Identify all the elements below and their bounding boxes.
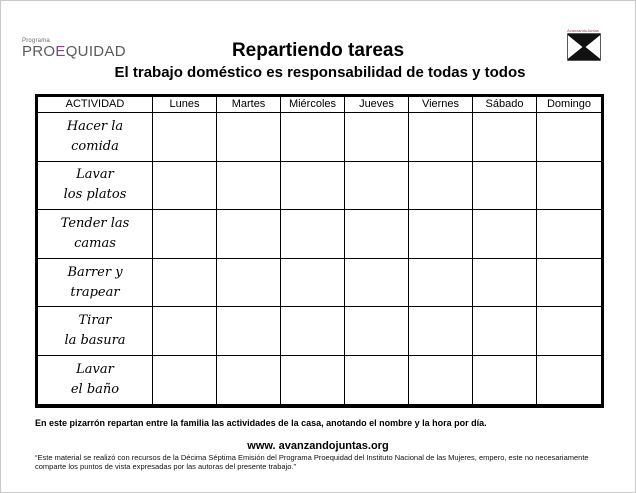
day-cell[interactable] (345, 355, 409, 404)
chores-table (35, 94, 604, 408)
day-cell[interactable] (345, 210, 409, 259)
table-row (37, 307, 603, 356)
activity-cell (37, 258, 153, 307)
day-cell[interactable] (537, 355, 603, 404)
table-row (37, 355, 603, 404)
page-subtitle: El trabajo doméstico es responsabilidad de todas y todos (114, 64, 526, 81)
activity-line: el baño (70, 381, 120, 397)
logo-accent: E (55, 43, 66, 60)
activity-line: la basura (64, 333, 126, 349)
activity-line: los platos (63, 187, 127, 203)
header-miercoles: Miércoles (281, 96, 345, 113)
header-lunes: Lunes (153, 96, 217, 113)
activity-cell (37, 113, 153, 162)
day-cell[interactable] (345, 404, 409, 406)
activity-line: Hacer la (66, 118, 124, 134)
day-cell[interactable] (217, 404, 281, 406)
activity-line: camas (74, 235, 116, 251)
day-cell[interactable] (217, 210, 281, 259)
table-row (37, 404, 603, 406)
activity-line: Lavar (76, 361, 114, 377)
day-cell[interactable] (281, 113, 345, 162)
day-cell[interactable] (537, 210, 603, 259)
day-cell[interactable] (537, 161, 603, 210)
activity-cell (37, 355, 153, 404)
table-row (37, 258, 603, 307)
day-cell[interactable] (217, 161, 281, 210)
activity-cell (37, 161, 153, 210)
activity-line: Tender las (60, 215, 130, 231)
website-link[interactable]: www. avanzandojuntas.org (247, 440, 389, 452)
day-cell[interactable] (281, 161, 345, 210)
day-cell[interactable] (409, 307, 473, 356)
emblem-caption: AvanzandoJuntas (567, 28, 599, 33)
day-cell[interactable] (537, 258, 603, 307)
day-cell[interactable] (345, 307, 409, 356)
logo-post: QUIDAD (65, 43, 126, 60)
day-cell[interactable] (153, 113, 217, 162)
instructions-note: En este pizarrón repartan entre la familia las actividades de la casa, anotando el nombre y la hora por día. (35, 418, 487, 428)
table-row (37, 210, 603, 259)
table-row (37, 113, 603, 162)
header-viernes: Viernes (409, 96, 473, 113)
day-cell[interactable] (153, 210, 217, 259)
header-martes: Martes (217, 96, 281, 113)
activity-line: Barrer y (67, 264, 123, 280)
disclaimer-text: “Este material se realizó con recursos de la Décima Séptima Emisión del Programa Proequidad del Instituto Nacional de las Mujeres, empero, este no necesariamente comparte los puntos de vista expresadas por las autoras del presente trabajo.” (35, 453, 589, 471)
header-row (37, 96, 603, 113)
day-cell[interactable] (217, 307, 281, 356)
activity-cell-empty[interactable] (37, 404, 153, 406)
day-cell[interactable] (409, 258, 473, 307)
day-cell[interactable] (473, 113, 537, 162)
day-cell[interactable] (281, 307, 345, 356)
day-cell[interactable] (153, 404, 217, 406)
day-cell[interactable] (409, 161, 473, 210)
day-cell[interactable] (217, 258, 281, 307)
day-cell[interactable] (537, 113, 603, 162)
day-cell[interactable] (281, 210, 345, 259)
header-domingo: Domingo (537, 96, 603, 113)
day-cell[interactable] (473, 307, 537, 356)
activity-cell (37, 210, 153, 259)
day-cell[interactable] (473, 161, 537, 210)
day-cell[interactable] (473, 404, 537, 406)
activity-line: trapear (70, 284, 120, 300)
header-jueves: Jueves (345, 96, 409, 113)
table-row (37, 161, 603, 210)
activity-cell (37, 307, 153, 356)
day-cell[interactable] (473, 210, 537, 259)
day-cell[interactable] (473, 355, 537, 404)
header-actividad: ACTIVIDAD (37, 96, 153, 113)
avanzando-juntas-emblem-icon (566, 28, 602, 62)
day-cell[interactable] (537, 404, 603, 406)
day-cell[interactable] (217, 355, 281, 404)
day-cell[interactable] (409, 113, 473, 162)
day-cell[interactable] (345, 161, 409, 210)
day-cell[interactable] (281, 404, 345, 406)
day-cell[interactable] (153, 307, 217, 356)
day-cell[interactable] (473, 258, 537, 307)
day-cell[interactable] (345, 113, 409, 162)
activity-line: comida (71, 138, 119, 154)
day-cell[interactable] (153, 161, 217, 210)
day-cell[interactable] (345, 258, 409, 307)
logo-pre: PRO (22, 43, 56, 60)
logo-small-text: Programa (22, 38, 50, 44)
day-cell[interactable] (281, 258, 345, 307)
header-sabado: Sábado (473, 96, 537, 113)
activity-line: Tirar (78, 313, 112, 329)
page-title: Repartiendo tareas (231, 40, 405, 61)
day-cell[interactable] (153, 355, 217, 404)
day-cell[interactable] (409, 210, 473, 259)
day-cell[interactable] (537, 307, 603, 356)
activity-line: Lavar (76, 167, 114, 183)
day-cell[interactable] (281, 355, 345, 404)
day-cell[interactable] (153, 258, 217, 307)
day-cell[interactable] (409, 404, 473, 406)
day-cell[interactable] (217, 113, 281, 162)
day-cell[interactable] (409, 355, 473, 404)
